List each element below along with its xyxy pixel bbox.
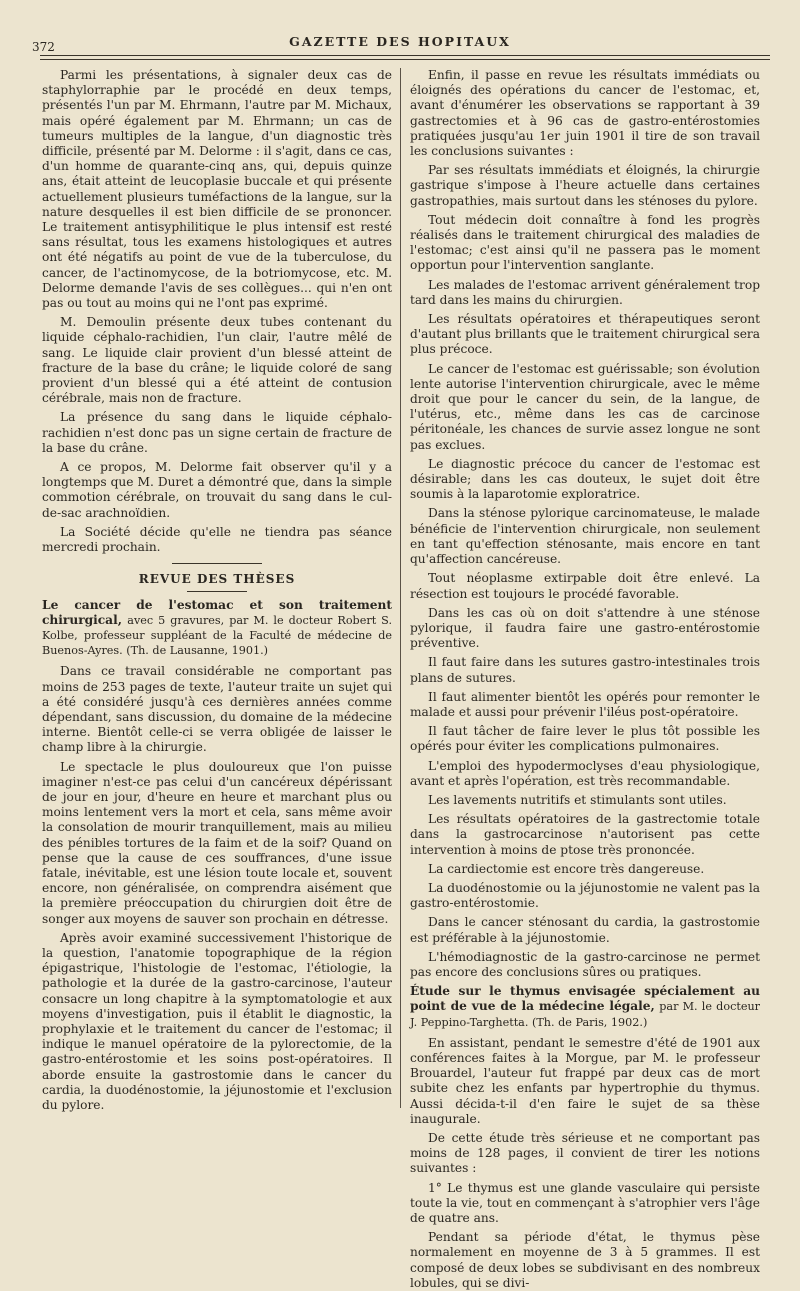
paragraph: Les résultats opératoires et thérapeutiques seront d'autant plus brillants que le traitement chirurgical sera plus précoce. (410, 312, 760, 357)
paragraph: L'emploi des hypodermoclyses d'eau physiologique, avant et après l'opération, est très recommandable. (410, 758, 760, 788)
review-meta: par M. le docteur J. Peppino-Targhetta. (Th. de Paris, 1902.) (410, 1000, 761, 1029)
paragraph: La Société décide qu'elle ne tiendra pas séance mercredi prochain. (42, 524, 392, 555)
running-title: GAZETTE DES HOPITAUX (289, 34, 511, 49)
header-rule-top (40, 55, 770, 56)
paragraph: Tout médecin doit connaître à fond les progrès réalisés dans le traitement chirurgical des maladies de l'estomac; c'est ainsi qu'il ne passera pas le moment opportun pour l'intervention sanglante. (410, 212, 760, 273)
header-rule-bottom (40, 59, 770, 60)
paragraph: Il faut alimenter bientôt les opérés pour remonter le malade et aussi pour prévenir l'iléus post-opératoire. (410, 689, 760, 719)
paragraph: Enfin, il passe en revue les résultats immédiats ou éloignés des opérations du cancer de l'estomac, et, avant d'énumérer les observations se rapportant à 39 gastrectomies et à 96 cas de gastro-entérostomies pratiquées jusqu'au 1er juin 1901 il tire de son travail les conclusions suivantes : (410, 68, 760, 159)
paragraph: Il faut tâcher de faire lever le plus tôt possible les opérés pour éviter les complications pulmonaires. (410, 724, 760, 754)
right-column (410, 68, 761, 1290)
paragraph: Dans ce travail considérable ne comportant pas moins de 253 pages de texte, l'auteur traite un sujet qui a été considéré jusqu'à ces dernières années comme dépendant, sans discussion, du domaine de la médecine interne. Bientôt celle-ci se verra obligée de laisser le champ libre à la chirurgie. (42, 664, 392, 755)
paragraph: Le cancer de l'estomac est guérissable; son évolution lente autorise l'intervention chirurgicale, avec le même droit que pour le cancer du sein, de la langue, de l'utérus, etc., même dans les cas de carcinose péritonéale, les chances de survie assez longue ne sont pas exclues. (410, 361, 760, 452)
review-meta: avec 5 gravures, par M. le docteur Robert S. Kolbe, professeur suppléant de la Faculté de médecine de Buenos-Ayres. (Th. de Lausanne, 1901.) (42, 613, 392, 658)
paragraph: Dans les cas où on doit s'attendre à une sténose pylorique, il faudra faire une gastro-entérostomie préventive. (410, 605, 760, 651)
paragraph: L'hémodiagnostic de la gastro-carcinose ne permet pas encore des conclusions sûres ou pratiques. (410, 949, 760, 979)
paragraph: Par ses résultats immédiats et éloignés, la chirurgie gastrique s'impose à l'heure actuelle dans certaines gastropathies, mais surtout dans les sténoses du pylore. (410, 163, 760, 208)
review-entry (410, 984, 760, 1030)
paragraph: Après avoir examiné successivement l'historique de la question, l'anatomie topographique de la région épigastrique, l'histologie de l'estomac, l'étiologie, la pathologie et la durée de la gastro-carcinose, l'auteur consacre un long chapitre à la symptomatologie et aux moyens d'investigation, puis il établit le diagnostic, la prophylaxie et le traitement du cancer de l'estomac; il indique le manuel opératoire de la pylorectomie, de la gastro-entérostomie et les soins post-opératoires. Il aborde ensuite la gastrostomie dans le cancer du cardia, la duodénostomie, la jéjunostomie et l'exclusion du pylore. (42, 930, 392, 1112)
review-entry (42, 598, 392, 659)
review-title: Étude sur le thymus envisagée spécialement au point de vue de la médecine légale, (410, 984, 760, 1014)
section-divider (172, 563, 262, 564)
paragraph: La duodénostomie ou la jéjunostomie ne valent pas la gastro-entérostomie. (410, 880, 760, 911)
paragraph: De cette étude très sérieuse et ne comportant pas moins de 128 pages, il convient de tirer les notions suivantes : (410, 1131, 760, 1176)
paragraph: La présence du sang dans le liquide céphalo-rachidien n'est donc pas un signe certain de fracture de la base du crâne. (42, 410, 392, 455)
column-divider (400, 68, 401, 1108)
paragraph: Pendant sa période d'état, le thymus pèse normalement en moyenne de 3 à 5 grammes. Il est composé de deux lobes se subdivisant en des nombreux lobules, qui se divi- (410, 1230, 760, 1290)
paragraph: Les malades de l'estomac arrivent généralement trop tard dans les mains du chirurgien. (410, 277, 760, 307)
left-column (42, 68, 392, 1128)
section-heading: REVUE DES THÈSES (138, 572, 296, 587)
paragraph: A ce propos, M. Delorme fait observer qu'il y a longtemps que M. Duret a démontré que, dans la simple commotion cérébrale, on trouvait du sang dans le cul-de-sac arachnoïdien. (42, 460, 392, 520)
paragraph: Les lavements nutritifs et stimulants sont utiles. (428, 792, 727, 807)
paragraph: Parmi les présentations, à signaler deux cas de staphylorraphie par le procédé en deux temps, présentés l'un par M. Ehrmann, l'autre par M. Michaux, mais opéré également par M. Ehrmann; un cas de tumeurs multiples de la langue, d'un diagnostic très difficile, présenté par M. Delorme : il s'agit, dans ce cas, d'un homme de quarante-cinq ans, qui, depuis quinze ans, était atteint de leucoplasie buccale et qui présente actuellement plusieurs tuméfactions de la langue, sur la nature desquelles il est bien difficile de se prononcer. Le traitement antisyphilitique le plus intensif est resté sans résultat, tous les examens histologiques et autres ont été négatifs au point de vue de la tuberculose, du cancer, de l'actinomycose, de la botriomycose, etc. M. Delorme demande l'avis de ses collègues... qui n'en ont pas ou tout au moins qui ne l'ont pas exprimé. (42, 68, 392, 311)
paragraph: En assistant, pendant le semestre d'été de 1901 aux conférences faites à la Morgue, par M. le professeur Brouardel, l'auteur fut frappé par deux cas de mort subite chez les enfants par hypertrophie du thymus. Aussi décida-t-il d'en faire le sujet de sa thèse inaugurale. (410, 1035, 760, 1126)
paragraph: Dans le cancer sténosant du cardia, la gastrostomie est préférable à la jéjunostomie. (410, 915, 760, 945)
section-divider (187, 591, 247, 592)
paragraph: La cardiectomie est encore très dangereuse. (428, 861, 705, 876)
paragraph: Le diagnostic précoce du cancer de l'estomac est désirable; dans les cas douteux, le sujet doit être soumis à la laparotomie exploratrice. (410, 456, 760, 502)
paragraph: Dans la sténose pylorique carcinomateuse, le malade bénéficie de l'intervention chirurgicale, non seulement en tant qu'effection sténosante, mais encore en tant qu'affection cancéreuse. (410, 506, 760, 567)
page-number: 372 (32, 40, 55, 54)
paragraph: Il faut faire dans les sutures gastro-intestinales trois plans de sutures. (410, 655, 760, 685)
paragraph: M. Demoulin présente deux tubes contenant du liquide céphalo-rachidien, l'un clair, l'autre mêlé de sang. Le liquide clair provient d'un blessé atteint de fracture de la base du crâne; le liquide coloré de sang provient d'un blessé qui a été atteint de contusion cérébrale, mais non de fracture. (42, 315, 392, 406)
paragraph: Le spectacle le plus douloureux que l'on puisse imaginer n'est-ce pas celui d'un cancéreux dépérissant de jour en jour, d'heure en heure et marchant plus ou moins lentement vers la mort et cela, sans même avoir la consolation de mourir tranquillement, mais au milieu des pénibles tortures de la faim et de la soif? Quand on pense que la cause de ces souffrances, d'une issue fatale, inévitable, est une lésion toute locale et, souvent encore, non généralisée, on comprendra aisément que la première préoccupation du chirurgien doit être de songer aux moyens de sauver son prochain en détresse. (42, 759, 392, 926)
review-title: Le cancer de l'estomac et son traitement chirurgical, (42, 597, 392, 627)
paragraph: 1° Le thymus est une glande vasculaire qui persiste toute la vie, tout en commençant à s'atrophier vers l'âge de quatre ans. (410, 1180, 760, 1226)
paragraph: Les résultats opératoires de la gastrectomie totale dans la gastrocarcinose n'autorisent pas cette intervention à moins de ptose très prononcée. (410, 812, 760, 857)
paragraph: Tout néoplasme extirpable doit être enlevé. La résection est toujours le procédé favorable. (410, 571, 760, 601)
